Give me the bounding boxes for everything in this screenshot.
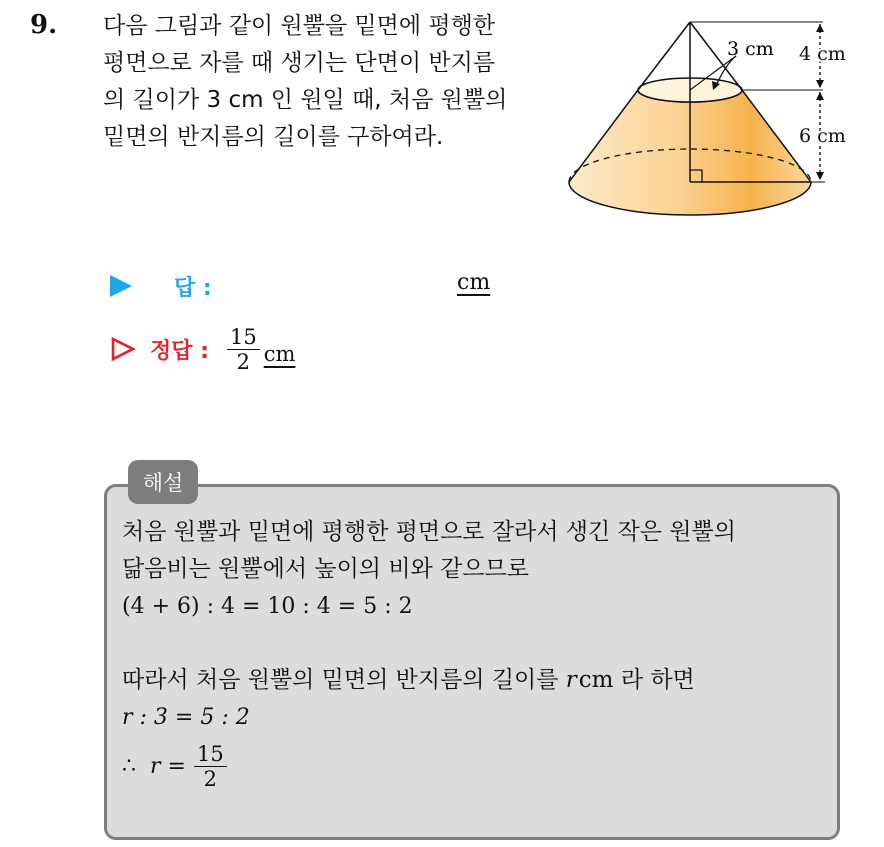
variable-r: r: [565, 667, 577, 693]
question-text: [103, 8, 543, 156]
lower-height-label: 6 cm: [799, 125, 846, 147]
question-line-4: 밑면의 반지름의 길이를 구하여라.: [103, 124, 444, 150]
fraction-denominator: 2: [236, 349, 251, 374]
result-fraction: [194, 742, 227, 791]
explanation-tab: 해설: [128, 460, 198, 504]
answer-row: [110, 266, 491, 306]
therefore-symbol: ∴: [122, 753, 136, 779]
explanation-line-2: 닮음비는 원뿔에서 높이의 비와 같으므로: [122, 556, 529, 582]
result-line: [122, 736, 832, 796]
correct-answer-row: [110, 316, 295, 382]
correct-answer-label: 정답 :: [150, 338, 209, 364]
question-line-2: 평면으로 자를 때 생기는 단면이 반지름: [103, 50, 496, 76]
correct-answer-fraction: [227, 325, 260, 374]
result-denominator: 2: [203, 766, 217, 791]
answer-unit: cm: [457, 270, 491, 295]
answer-label: 답 :: [174, 275, 212, 301]
explanation-line-1: 처음 원뿔과 밑면에 평행한 평면으로 잘라서 생긴 작은 원뿔의: [122, 519, 736, 545]
question-line-1: 다음 그림과 같이 원뿔을 밑면에 평행한: [103, 13, 496, 39]
result-variable: r =: [150, 753, 186, 779]
outline-arrow-icon: [110, 336, 136, 362]
radius-label: 3 cm: [727, 38, 774, 60]
upper-height-label: 4 cm: [799, 43, 846, 65]
proportion-equation: r : 3 = 5 : 2: [122, 705, 250, 730]
cone-figure: [555, 10, 865, 220]
correct-answer-unit: cm: [263, 342, 296, 366]
explanation-text: [122, 514, 832, 796]
question-line-3: 의 길이가 3 cm 인 원일 때, 처음 원뿔의: [103, 87, 508, 113]
line3-suffix: 라 하면: [620, 667, 695, 693]
question-number: 9.: [30, 10, 58, 40]
fraction-numerator: 15: [227, 325, 260, 350]
line3-unit: cm: [578, 667, 614, 693]
line3-prefix: 따라서 처음 원뿔의 밑면의 반지름의 길이를: [122, 667, 559, 693]
play-arrow-icon: [110, 275, 132, 297]
ratio-equation: (4 + 6) : 4 = 10 : 4 = 5 : 2: [122, 594, 413, 619]
explanation-line-3: [122, 662, 832, 699]
result-numerator: 15: [194, 742, 227, 767]
